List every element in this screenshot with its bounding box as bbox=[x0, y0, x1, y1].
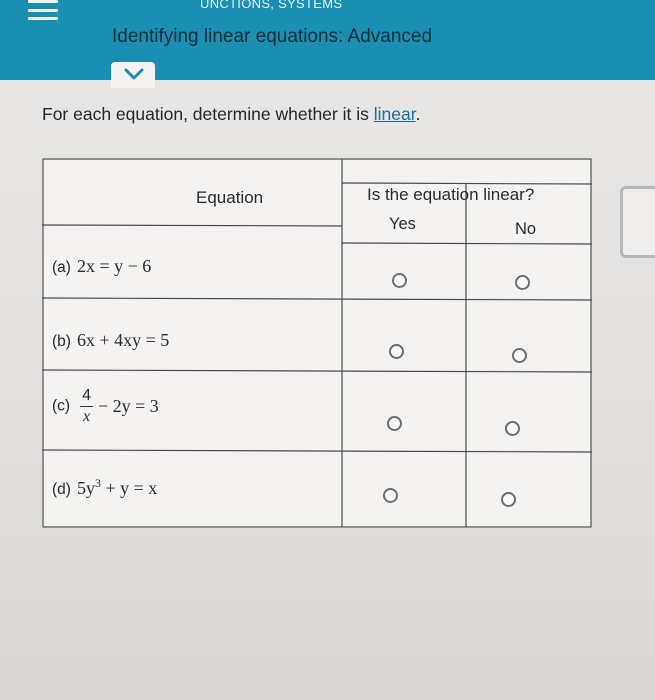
fraction-denominator: x bbox=[82, 408, 91, 425]
fraction-numerator: 4 bbox=[80, 388, 93, 407]
radio-a-no[interactable] bbox=[515, 275, 530, 290]
breadcrumb: UNCTIONS, SYSTEMS bbox=[200, 0, 343, 11]
equation-table bbox=[42, 158, 592, 528]
equation-d-base: 5y bbox=[76, 478, 95, 498]
equation-d-exponent: 3 bbox=[94, 476, 101, 490]
row-label-b: (b) bbox=[52, 333, 71, 350]
column-header-no: No bbox=[515, 220, 537, 238]
radio-c-no[interactable] bbox=[505, 421, 520, 436]
instruction-text bbox=[42, 104, 420, 125]
equation-c-rest: − 2y = 3 bbox=[97, 396, 159, 416]
expand-tab[interactable] bbox=[111, 62, 155, 88]
radio-b-no[interactable] bbox=[512, 348, 527, 363]
equation-d bbox=[77, 478, 157, 498]
equation-d-rest: + y = x bbox=[100, 478, 158, 498]
radio-a-yes[interactable] bbox=[392, 273, 407, 288]
column-header-question: Is the equation linear? bbox=[367, 185, 535, 204]
radio-d-no[interactable] bbox=[501, 492, 516, 507]
equation-a: 2x = y − 6 bbox=[76, 256, 152, 276]
radio-b-yes[interactable] bbox=[389, 344, 404, 359]
side-panel-button[interactable] bbox=[620, 186, 655, 258]
page-title: Identifying linear equations: Advanced bbox=[112, 26, 433, 47]
linear-link[interactable]: linear bbox=[373, 104, 416, 124]
hamburger-icon[interactable] bbox=[28, 0, 60, 20]
equation-row-d bbox=[52, 476, 157, 499]
column-header-equation: Equation bbox=[196, 188, 264, 207]
instruction-body: For each equation, determine whether it is bbox=[42, 104, 374, 124]
header-bar bbox=[0, 0, 655, 80]
radio-c-yes[interactable] bbox=[387, 416, 402, 431]
equation-row-c bbox=[52, 388, 159, 425]
equation-row-a bbox=[52, 256, 151, 277]
instruction-end: . bbox=[415, 104, 421, 124]
radio-d-yes[interactable] bbox=[383, 488, 398, 503]
equation-b: 6x + 4xy = 5 bbox=[76, 330, 170, 350]
column-header-yes: Yes bbox=[389, 215, 416, 233]
fraction-four-over-x bbox=[80, 388, 93, 425]
row-label-d: (d) bbox=[52, 481, 71, 498]
chevron-down-icon bbox=[124, 68, 144, 80]
equation-row-b bbox=[52, 330, 169, 351]
row-label-c: (c) bbox=[52, 397, 71, 415]
row-label-a: (a) bbox=[52, 259, 71, 276]
